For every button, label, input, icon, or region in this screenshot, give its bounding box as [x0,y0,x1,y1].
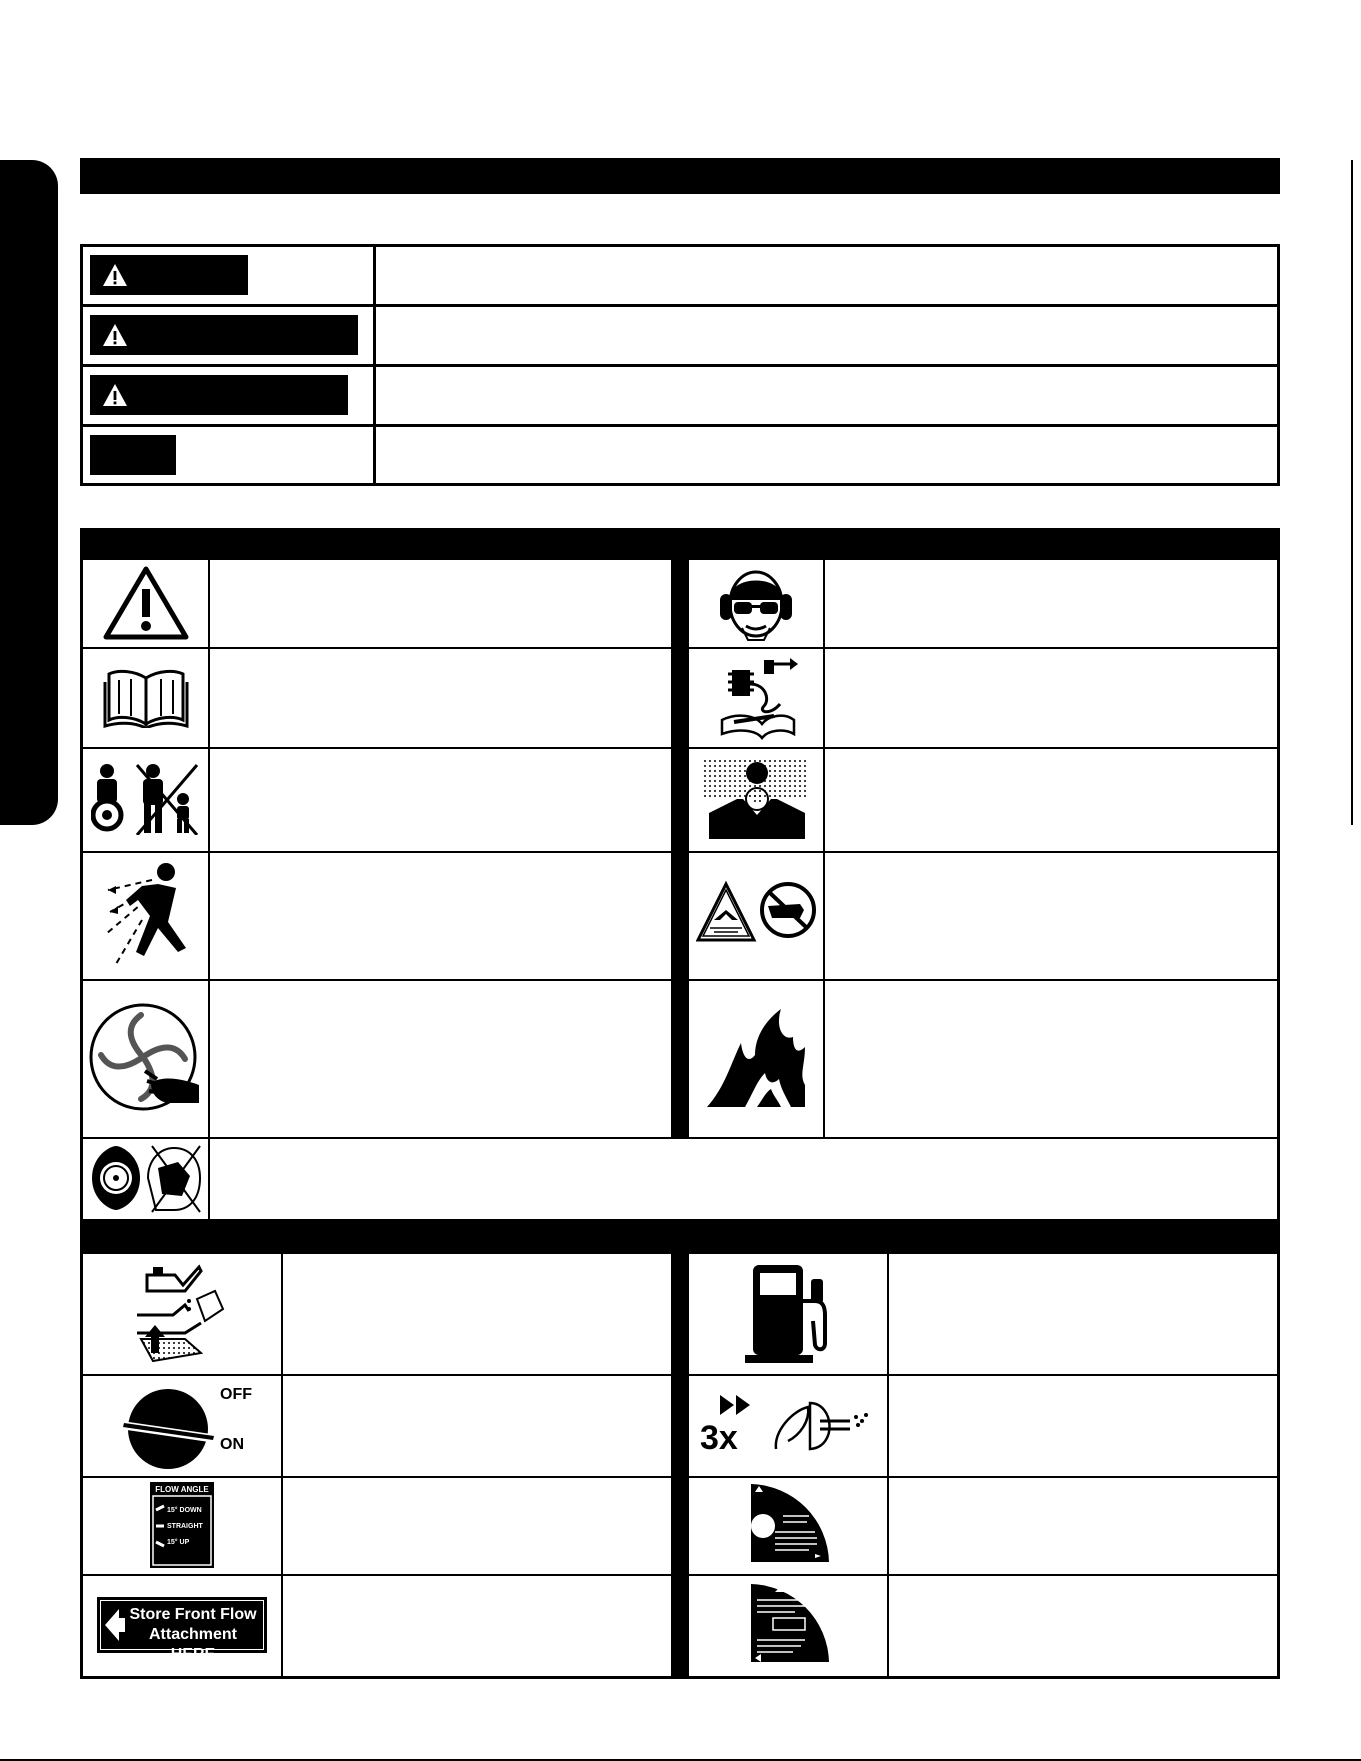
safety-symbols-title-bar [80,158,1280,194]
signal-row-danger [83,247,1277,307]
dial-on-label: ON [220,1436,244,1453]
fuel-pump-icon [689,1252,887,1374]
rotating-fan-hazard-icon [83,979,208,1137]
alert-triangle-icon [102,323,128,347]
page-edge-rule [1351,160,1353,825]
engine-switch-dial-icon [83,1374,281,1476]
signal-row-notice [83,427,1277,483]
signal-row-caution [83,367,1277,427]
danger-signal-label [90,255,248,295]
fire-hazard-icon [689,979,823,1137]
prime-count-label: 3x [700,1419,738,1457]
alert-triangle-icon [102,263,128,287]
disconnect-spark-plug-manual-icon [689,647,823,747]
do-not-remove-cover-icon [83,1137,208,1219]
prime-three-times-icon [689,1374,887,1476]
eye-ear-protection-icon [689,559,823,647]
notice-signal-label [90,435,176,475]
check-oil-add-oil-icon [83,1252,281,1374]
caution-signal-label [90,375,348,415]
read-manual-icon [83,647,208,747]
warning-signal-label [90,315,358,355]
signal-row-warning [83,307,1277,367]
flow-angle-straight: STRAIGHT [167,1523,203,1530]
store-label-line2: Attachment HERE [148,1626,237,1663]
flow-angle-down: 15° DOWN [167,1507,202,1514]
safety-symbols-grid [80,556,1280,1222]
store-label-line1: Store Front Flow [129,1606,257,1623]
flow-angle-label [83,1476,281,1574]
product-labels-section-bar [80,1222,1280,1254]
hot-surface-no-touch-icon [689,851,823,979]
carbon-monoxide-fumes-icon [689,747,823,851]
flow-angle-title: FLOW ANGLE [155,1485,209,1494]
flying-debris-injury-icon [83,851,208,979]
arrow-left-icon [105,1609,125,1641]
nozzle-quick-connect-label [689,1476,887,1574]
side-section-tab [0,160,58,825]
flow-angle-up: 15° UP [167,1539,190,1546]
alert-triangle-icon [102,383,128,407]
product-labels-grid [80,1252,1280,1679]
store-attachment-label [83,1574,281,1676]
keep-bystanders-away-icon [83,747,208,851]
dial-off-label: OFF [220,1386,252,1403]
storage-instruction-label [689,1574,887,1676]
signal-word-table [80,244,1280,486]
safety-alert-icon [83,559,208,647]
